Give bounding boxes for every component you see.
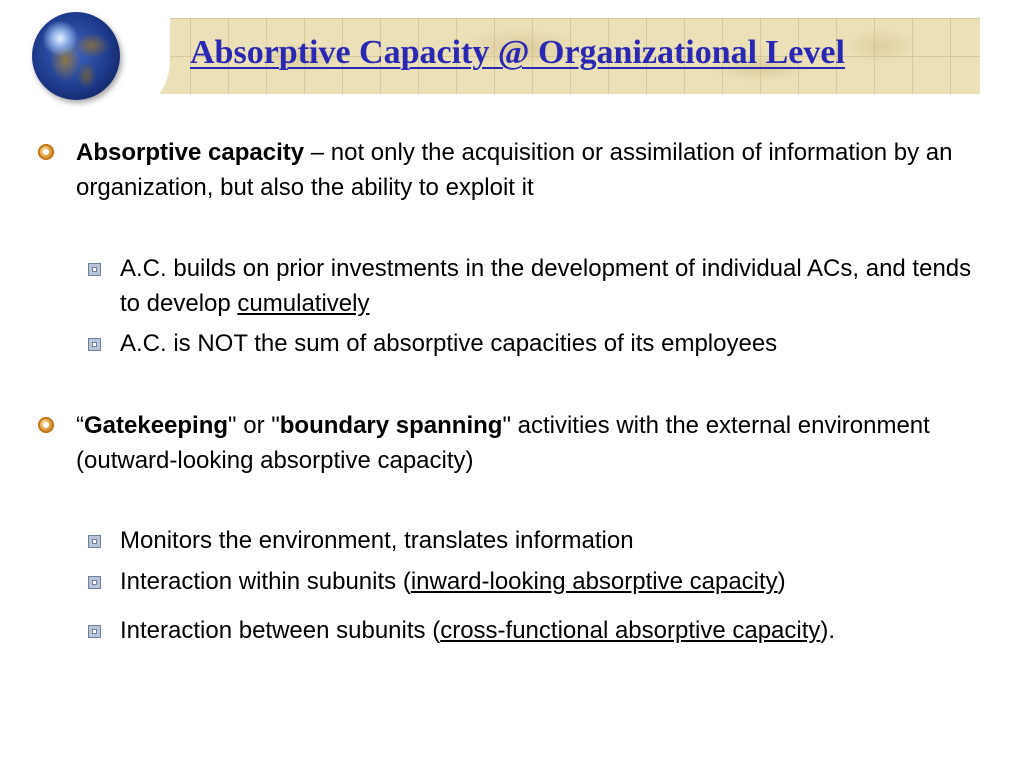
- bullet-text: ).: [820, 617, 836, 644]
- bullet-text: Interaction between subunits (: [120, 617, 441, 644]
- term-gatekeeping: Gatekeeping: [84, 412, 229, 439]
- sub-bullet-monitors: [120, 523, 980, 558]
- bullet-text: – not only the acquisition or assimilation of information by an organization, but also the ability to exploit it: [76, 139, 953, 201]
- bullet-text: A.C. builds on prior investments in the development of individual ACs, and tends to develop: [120, 255, 972, 317]
- sub-bullet-not-sum: [120, 326, 980, 361]
- underlined-term: cumulatively: [237, 290, 370, 317]
- square-bullet-icon: [88, 576, 101, 589]
- square-bullet-icon: [88, 263, 101, 276]
- bullet-text: " or ": [228, 412, 280, 439]
- bullet-text: Monitors the environment, translates information: [120, 527, 634, 554]
- open-quote: “: [76, 412, 84, 439]
- sub-bullet-within-subunits: [120, 564, 980, 599]
- sub-bullet-prior-investments: [120, 251, 980, 321]
- underlined-term: cross-functional absorptive capacity: [440, 617, 821, 644]
- bullet-gatekeeping: [76, 408, 956, 478]
- bullet-text: " activities with the external environment (outward-looking absorptive capacity): [76, 412, 930, 474]
- square-bullet-icon: [88, 338, 101, 351]
- square-bullet-icon: [88, 625, 101, 638]
- slide-title: Absorptive Capacity @ Organizational Level: [190, 34, 845, 71]
- square-bullet-icon: [88, 535, 101, 548]
- term-absorptive-capacity: Absorptive capacity: [76, 139, 305, 166]
- underlined-term: inward-looking absorptive capacity: [410, 568, 778, 595]
- bullet-text: ): [777, 568, 786, 595]
- term-boundary-spanning: boundary spanning: [279, 412, 503, 439]
- sub-bullet-between-subunits: [120, 613, 980, 648]
- bullet-text: A.C. is NOT the sum of absorptive capacities of its employees: [120, 330, 778, 357]
- bullet-absorptive-capacity: [76, 135, 956, 205]
- orange-disc-bullet-icon: [38, 417, 54, 433]
- bullet-text: Interaction within subunits (: [120, 568, 411, 595]
- orange-disc-bullet-icon: [38, 144, 54, 160]
